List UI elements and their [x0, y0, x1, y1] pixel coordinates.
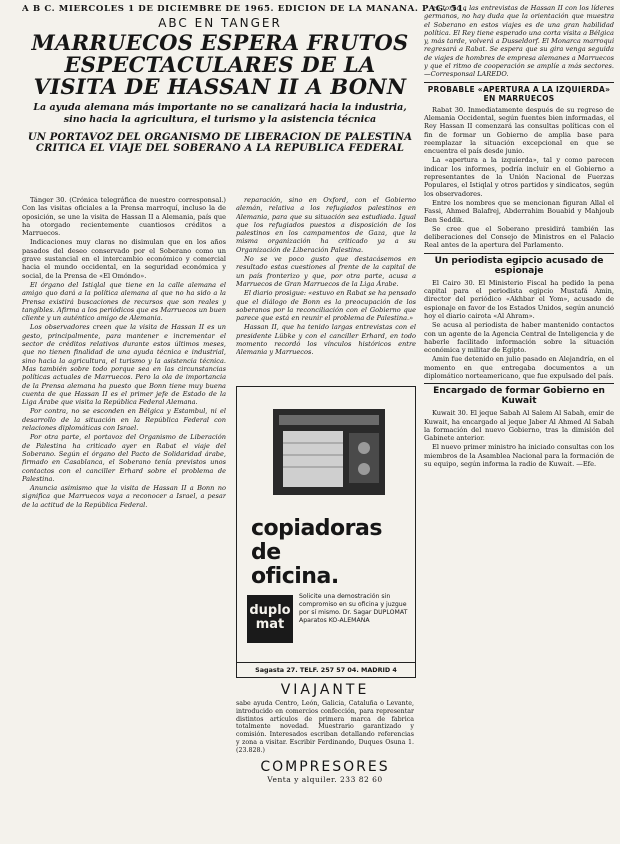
paragraph: El nuevo primer ministro ha iniciado consultas con los miembros de la Asamblea Nacional para la formación de su equipo, según informa la radio de Kuwait. —Efe.	[424, 443, 614, 469]
paragraph: Indicaciones muy claras no disimulan que en los años pasados del deseo conservado por el Soberano como un grave sustancial en el intercambio económico y comercial hacia el mundo occidental, en la seguridad económica y social, de la Prensa de «El Omóndo».	[22, 238, 226, 280]
article-column-2	[236, 196, 416, 382]
ad-headline-line: copiadoras	[251, 516, 382, 541]
ad-headline-line: de	[251, 540, 281, 565]
logo-line: mat	[255, 617, 285, 632]
classified-body: sabe ayuda Centro, León, Galicia, Cataluña o Levante, introducido en comercios confección, para representar distintos artículos de primera marca de fabrica totalmente novedad. Muestrario garantizado y comisión. Interesados escriban detallando referencias y zona a visitar. Escribir Ferdinando, Duques Osuna 1. (23.828.)	[236, 700, 414, 754]
logo-line: duplo	[249, 603, 291, 618]
classified-subtitle-2: Venta y alquiler. 233 82 60	[267, 774, 383, 784]
main-subtitle: La ayuda alemana más importante no se canalizará hacia la industria, sino hacia la agricultura, el turismo y la asistencia técnica	[33, 102, 407, 125]
secondary-headline: UN PORTAVOZ DEL ORGANISMO DE LIBERACION DE PALESTINA CRITICA EL VIAJE DEL SOBERANO A LA REPUBLICA FEDERAL	[27, 132, 413, 154]
paragraph: Los observadores creen que la visita de Hassan II es un gesto, principalmente, para mantener e incrementar el sector de créditos relativos durante estos últimos meses, que no tienen finalidad de una ayuda técnica e industrial, sino hacia la agricultura, el turismo y la asistencia técnica. Mas también sobre todo porque sea en las circunstancias políticas actuales de Marruecos. Pero la ola de importancia de la Prensa alemana ha puesto que Bonn tiene muy buena cuenta de que Hassan II es el primer jefe de Estado de la Liga Árabe que visita la República Federal Alemana.	[22, 323, 226, 407]
classified-title: VIAJANTE	[280, 682, 370, 698]
paragraph: en torno a las entrevistas de Hassan II con los líderes germanos, no hay duda que la orientación que muestra el Soberano en estos viajes es de una gran habilidad política. El Rey tiene esperado una corta visita a Bélgica y, más tarde, volverá a Dusseldorf. El Monarca marroquí regresará a Rabat. Se espera que su gira venga seguida de viajes de hombres de empresa alemanes a Marruecos y que el ritmo de cooperación se amplíe a más sectores. —Corresponsal LAREDO.	[424, 4, 614, 79]
divider	[424, 82, 614, 83]
main-headline-block	[22, 16, 418, 154]
divider	[424, 253, 614, 254]
ad-address: Sagasta 27. TELF. 257 57 04. MADRID 4	[237, 662, 415, 677]
paragraph: El Cairo 30. El Ministerio Fiscal ha pedido la pena capital para el periodista egipcio Mustafá Amin, director del periódico «Akhbar el Yom», acusado de espionaje en favor de los Estados Unidos, según anunció hoy el diario cairota «Al Ahram».	[424, 278, 614, 320]
paragraph: Tánger 30. (Crónica telegráfica de nuestro corresponsal.) Con las visitas oficiales a la Prensa marroquí, incluso la de oposición, se une la visita de Hassan II a Alemania, país que ha otorgado recientemente cuantiosos créditos a Marruecos.	[22, 196, 226, 238]
paragraph: Amin fue detenido en julio pasado en Alejandría, en el momento en que entregaba documentos a un diplomático norteamericano, que fue expulsado del país.	[424, 355, 614, 380]
classified-ads	[236, 682, 414, 784]
duplomat-logo	[247, 595, 293, 643]
article-heading: Encargado de formar Gobierno en Kuwait	[433, 386, 605, 407]
main-title: MARRUECOS ESPERA FRUTOS ESPECTACULARES DE LA VISITA DE HASSAN II A BONN	[31, 30, 409, 99]
ad-headline-line: oficina.	[251, 564, 339, 589]
divider	[424, 383, 614, 384]
masthead: A B C. MIERCOLES 1 DE DICIEMBRE DE 1965. EDICION DE LA MAÑANA. PAG. 51.	[22, 4, 468, 14]
paragraph: Entre los nombres que se mencionan figuran Allal el Fassi, Ahmed Balafrej, Abderrahim Bouabid y Mahjoub Ben Seddik.	[424, 198, 614, 224]
section-kicker: ABC EN TANGER	[158, 16, 282, 30]
article-column-1	[22, 196, 226, 836]
paragraph: Se acusa al periodista de haber mantenido contactos con un agente de la Agencia Central de Inteligencia y de haberle facilitado información sobre la situación económica y militar de Egipto.	[424, 321, 614, 355]
ad-small-text: Solicite una demostración sin compromiso en su oficina y juzgue por sí mismo. Dr. Sagar DUPLOMAT Aparatos KO-ALEMANA	[299, 593, 408, 624]
paragraph: Anuncia asimismo que la visita de Hassan II a Bonn no significa que Marruecos vaya a reconocer a Israel, a pesar de la actitud de la República Federal.	[22, 484, 226, 509]
article-column-3	[424, 4, 614, 840]
classified-title-2: COMPRESORES	[260, 758, 390, 775]
article-heading: PROBABLE «APERTURA A LA IZQUIERDA» EN MARRUECOS	[427, 84, 611, 103]
paragraph: El órgano del Istiqlal que tiene en la calle alemana el amigo quo dará a la política alemana al que no ha sido a la Prensa existirá buscaciones de recursos que son reales y tangibles. Afirma a los periódicos que es Marruecos un buen cliente y un auténtico amigo de Alemania.	[22, 280, 226, 323]
paragraph: El diario prosigue: «estuvo en Rabat se ha pensado que el diálogo de Bonn es la preocupación de los soberanos por la reconciliación con el Gobierno que parece que está en reunir el problema de Palestina.»	[236, 289, 416, 323]
paragraph: Rabat 30. Inmediatamente después de su regreso de Alemania Occidental, según fuentes bien informadas, el Rey Hassan II comenzará las consultas políticas con el fin de formar un Gobierno de amplia base para reemplazar la situación excepcional en que se encuentra el país desde junio.	[424, 105, 614, 156]
copier-machine-illustration	[269, 403, 389, 503]
paragraph: Hassan II, que ha tenido largas entrevistas con el presidente Lübke y con el canciller Erhard, en todo momento recordó los vínculos históricos entre Alemania y Marruecos.	[236, 323, 416, 357]
paragraph: Por contra, no se esconden en Bélgica y Estambul, ni el desarrollo de la situación en la República Federal con relaciones diplomáticas con Israel.	[22, 407, 226, 433]
paragraph: Se cree que el Soberano presidirá también las deliberaciones del Consejo de Ministros en el Palacio Real antes de la apertura del Parlamento.	[424, 224, 614, 250]
paragraph: La «apertura a la izquierda», tal y como parecen indicar los informes, podría incluir en el Gobierno a representantes de la Unión Nacional de Fuerzas Populares, el Istiqlal y otros partidos y sindicatos, según los observadores.	[424, 156, 614, 198]
article-heading: Un periodista egipcio acusado de espionaje	[434, 255, 604, 276]
paragraph: Por otra parte, el portavoz del Organismo de Liberación de Palestina ha criticado ayer en Rabat el viaje del Soberano. Según el órgano del Pacto de Solidaridad árabe, firmado en Casablanca, el Soberano tenía previstos unos contactos con el canciller Erhard sobre el problema de Palestina.	[22, 433, 226, 483]
paragraph: No se ve poco gusto que destacásemos en resultado estas cuestiones al frente de la capital de un país fronterizo y que, por otra parte, acusa a Marruecos de Gran Marruecos de la Liga Árabe.	[236, 255, 416, 288]
duplomat-advertisement	[236, 386, 416, 678]
paragraph: reparación, sino en Oxford, con el Gobierno alemán, relativa a los refugiados palestinos en Alemania, para que su situación sea estudiada. Igual que los refugiados puestos a disposición de los palestinos en los campamentos de Gaza, que la misma organización ha criticado ya a su Organización de Liberación Palestina.	[236, 196, 416, 254]
paragraph: Kuwait 30. El jeque Sabah Al Salem Al Sabah, emir de Kuwait, ha encargado al jeque Jaber Al Ahmed Al Sabah la formación del nuevo Gobierno, tras la dimisión del Gabinete anterior.	[424, 409, 614, 443]
